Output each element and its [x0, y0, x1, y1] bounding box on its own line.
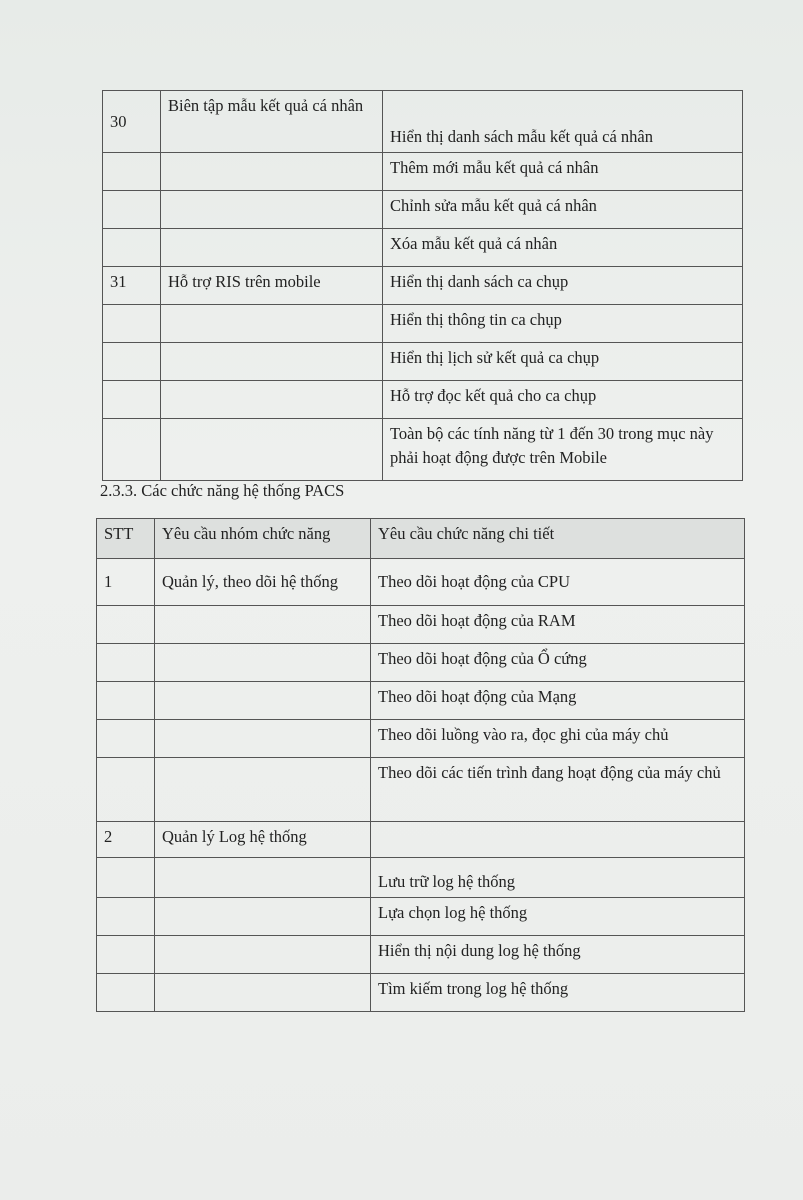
stt-cell: [97, 644, 155, 682]
stt-cell: [103, 229, 161, 267]
group-cell: Quản lý, theo dõi hệ thống: [155, 559, 371, 606]
table-row: [97, 758, 745, 822]
detail-cell: Lựa chọn log hệ thống: [371, 898, 745, 936]
detail-cell: Xóa mẫu kết quả cá nhân: [383, 229, 743, 267]
table-row: [103, 419, 743, 481]
detail-cell: Chỉnh sửa mẫu kết quả cá nhân: [383, 191, 743, 229]
table-row: [97, 822, 745, 858]
detail-cell: Hiển thị thông tin ca chụp: [383, 305, 743, 343]
detail-cell: Thêm mới mẫu kết quả cá nhân: [383, 153, 743, 191]
detail-cell: Tìm kiếm trong log hệ thống: [371, 974, 745, 1012]
group-cell: [161, 381, 383, 419]
detail-cell: Hiển thị nội dung log hệ thống: [371, 936, 745, 974]
stt-cell: [97, 898, 155, 936]
table-row: [103, 343, 743, 381]
header-detail: Yêu cầu chức năng chi tiết: [371, 519, 745, 559]
table-row: [97, 858, 745, 898]
stt-cell: 30: [103, 91, 161, 153]
table-row: [103, 381, 743, 419]
stt-cell: [103, 381, 161, 419]
stt-cell: [103, 191, 161, 229]
table-row: [103, 267, 743, 305]
group-cell: [155, 936, 371, 974]
group-cell: [155, 720, 371, 758]
table-row: [103, 91, 743, 153]
stt-cell: [97, 682, 155, 720]
ris-function-table: [102, 90, 743, 481]
detail-cell: Theo dõi luồng vào ra, đọc ghi của máy chủ: [371, 720, 745, 758]
header-group: Yêu cầu nhóm chức năng: [155, 519, 371, 559]
stt-cell: [103, 305, 161, 343]
group-cell: Hỗ trợ RIS trên mobile: [161, 267, 383, 305]
detail-cell: Theo dõi hoạt động của CPU: [371, 559, 745, 606]
detail-cell: Theo dõi hoạt động của RAM: [371, 606, 745, 644]
section-heading: 2.3.3. Các chức năng hệ thống PACS: [100, 481, 345, 500]
group-cell: [161, 343, 383, 381]
header-stt: STT: [97, 519, 155, 559]
stt-cell: 1: [97, 559, 155, 606]
group-cell: [155, 758, 371, 822]
table-row: [103, 229, 743, 267]
stt-cell: [103, 153, 161, 191]
detail-cell: Theo dõi hoạt động của Mạng: [371, 682, 745, 720]
group-cell: Biên tập mẫu kết quả cá nhân: [161, 91, 383, 153]
detail-cell: [371, 822, 745, 858]
group-cell: [155, 858, 371, 898]
group-cell: Quản lý Log hệ thống: [155, 822, 371, 858]
table-row: [103, 153, 743, 191]
group-cell: [155, 974, 371, 1012]
detail-cell: Theo dõi các tiến trình đang hoạt động của máy chủ: [371, 758, 745, 822]
detail-cell: Hiển thị danh sách mẫu kết quả cá nhân: [383, 91, 743, 153]
detail-cell: Lưu trữ log hệ thống: [371, 858, 745, 898]
group-cell: [161, 153, 383, 191]
pacs-function-table: [96, 518, 745, 1012]
stt-cell: [97, 606, 155, 644]
group-cell: [161, 419, 383, 481]
stt-cell: 31: [103, 267, 161, 305]
detail-cell: Toàn bộ các tính năng từ 1 đến 30 trong mục này phải hoạt động được trên Mobile: [383, 419, 743, 481]
stt-cell: [97, 758, 155, 822]
table-row: [103, 305, 743, 343]
group-cell: [155, 644, 371, 682]
table-row: [97, 644, 745, 682]
table-header-row: [97, 519, 745, 559]
table-row: [97, 606, 745, 644]
group-cell: [155, 898, 371, 936]
detail-cell: Hiển thị lịch sử kết quả ca chụp: [383, 343, 743, 381]
detail-cell: Hỗ trợ đọc kết quả cho ca chụp: [383, 381, 743, 419]
group-cell: [155, 682, 371, 720]
table-row: [97, 682, 745, 720]
table-row: [97, 936, 745, 974]
stt-cell: [97, 936, 155, 974]
table-row: [97, 974, 745, 1012]
table-row: [97, 898, 745, 936]
stt-cell: [103, 419, 161, 481]
stt-cell: 2: [97, 822, 155, 858]
stt-cell: [103, 343, 161, 381]
group-cell: [161, 191, 383, 229]
table-row: [97, 720, 745, 758]
detail-cell: Theo dõi hoạt động của Ổ cứng: [371, 644, 745, 682]
stt-cell: [97, 974, 155, 1012]
group-cell: [161, 229, 383, 267]
stt-cell: [97, 858, 155, 898]
group-cell: [155, 606, 371, 644]
stt-cell: [97, 720, 155, 758]
detail-cell: Hiển thị danh sách ca chụp: [383, 267, 743, 305]
table-row: [103, 191, 743, 229]
table-row: [97, 559, 745, 606]
group-cell: [161, 305, 383, 343]
